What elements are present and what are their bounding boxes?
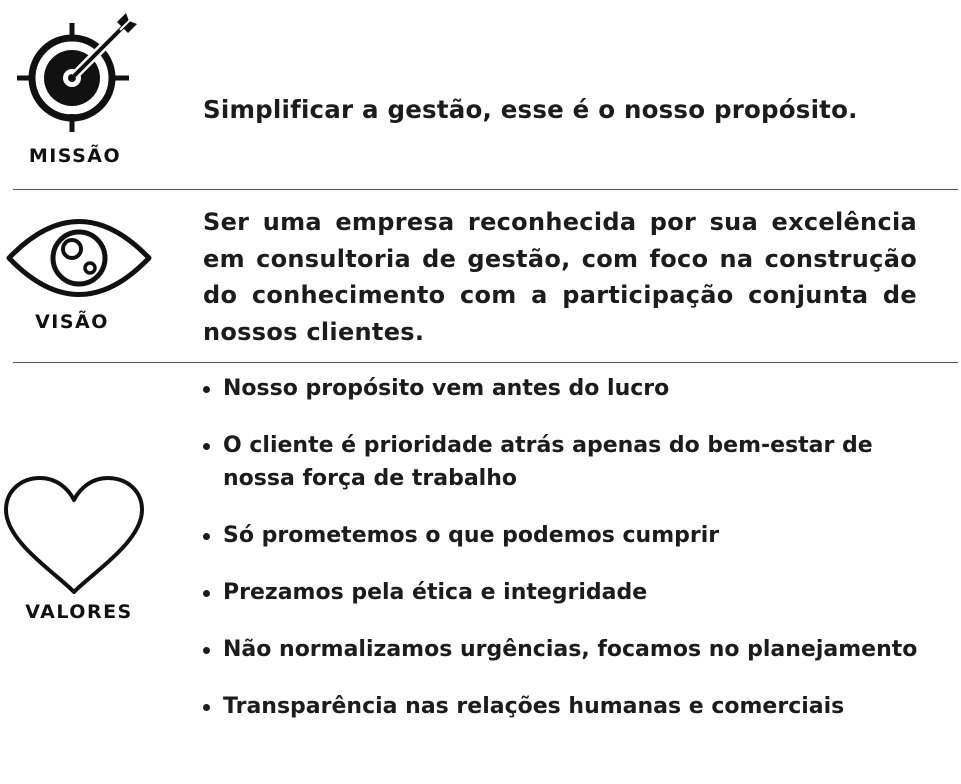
vision-statement: Ser uma empresa reconhecida por sua excelência em consultoria de gestão, com foco na construção do conhecimento com a participação conjunta de nossos clientes. [203,208,917,346]
list-item: Só prometemos o que podemos cumprir [203,519,943,552]
list-item: Prezamos pela ética e integridade [203,576,943,609]
mission-statement: Simplificar a gestão, esse é o nosso propósito. [203,95,858,124]
heart-icon [2,474,146,598]
vision-label: VISÃO [35,311,109,333]
section-divider [13,362,958,363]
values-label: VALORES [25,601,133,623]
values-list [203,372,943,747]
list-item: Não normalizamos urgências, focamos no planejamento [203,633,943,666]
target-arrow-icon [12,8,147,143]
list-item: Transparência nas relações humanas e comerciais [203,690,943,723]
list-item: O cliente é prioridade atrás apenas do bem-estar de nossa força de trabalho [203,429,943,495]
list-item: Nosso propósito vem antes do lucro [203,372,943,405]
eye-icon [5,213,153,303]
section-divider [13,189,958,190]
mission-label: MISSÃO [28,145,122,167]
